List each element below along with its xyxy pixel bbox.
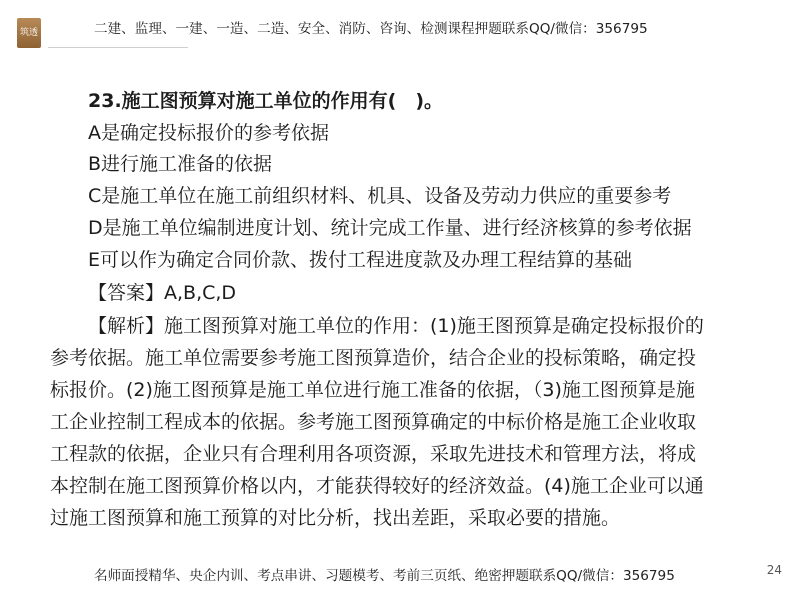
option-a: A是确定投标报价的参考依据 — [88, 122, 329, 144]
footer-contact-text: 名师面授精华、央企内训、考点串讲、习题模考、考前三页纸、绝密押题联系QQ/微信：356795 — [94, 568, 675, 584]
analysis-line-4: 工企业控制工程成本的依据。参考施工图预算确定的中标价格是施工企业收取 — [50, 411, 697, 433]
analysis-line-3: 标报价。(2)施工图预算是施工单位进行施工准备的依据，（3)施工图预算是施 — [50, 379, 695, 401]
header-contact-text: 二建、监理、一建、一造、二造、安全、消防、咨询、检测课程押题联系QQ/微信：356795 — [94, 21, 648, 37]
option-c: C是施工单位在施工前组织材料、机具、设备及劳动力供应的重要参考 — [88, 185, 672, 207]
option-e: E可以作为确定合同价款、拨付工程进度款及办理工程结算的基础 — [88, 249, 633, 271]
analysis-line-1: 【解析】施工图预算对施工单位的作用：(1)施王图预算是确定投标报价的 — [88, 315, 704, 337]
brand-logo: 筑透 — [17, 18, 41, 48]
analysis-line-7: 过施工图预算和施工预算的对比分析，找出差距，采取必要的措施。 — [50, 507, 621, 529]
analysis-line-5: 工程款的依据，企业只有合理利用各项资源，采取先进技术和管理方法，将成 — [50, 443, 697, 465]
answer-text: 【答案】A,B,C,D — [88, 282, 237, 304]
analysis-line-6: 本控制在施工图预算价格以内，才能获得较好的经济效益。(4)施工企业可以通 — [50, 475, 704, 497]
option-b: B进行施工准备的依据 — [88, 153, 273, 175]
question-title: 23.施工图预算对施工单位的作用有( )。 — [88, 90, 444, 112]
analysis-line-2: 参考依据。施工单位需要参考施工图预算造价，结合企业的投标策略，确定投 — [50, 347, 697, 369]
option-d: D是施工单位编制进度计划、统计完成工作量、进行经济核算的参考依据 — [88, 217, 692, 239]
page-number: 24 — [766, 563, 782, 577]
